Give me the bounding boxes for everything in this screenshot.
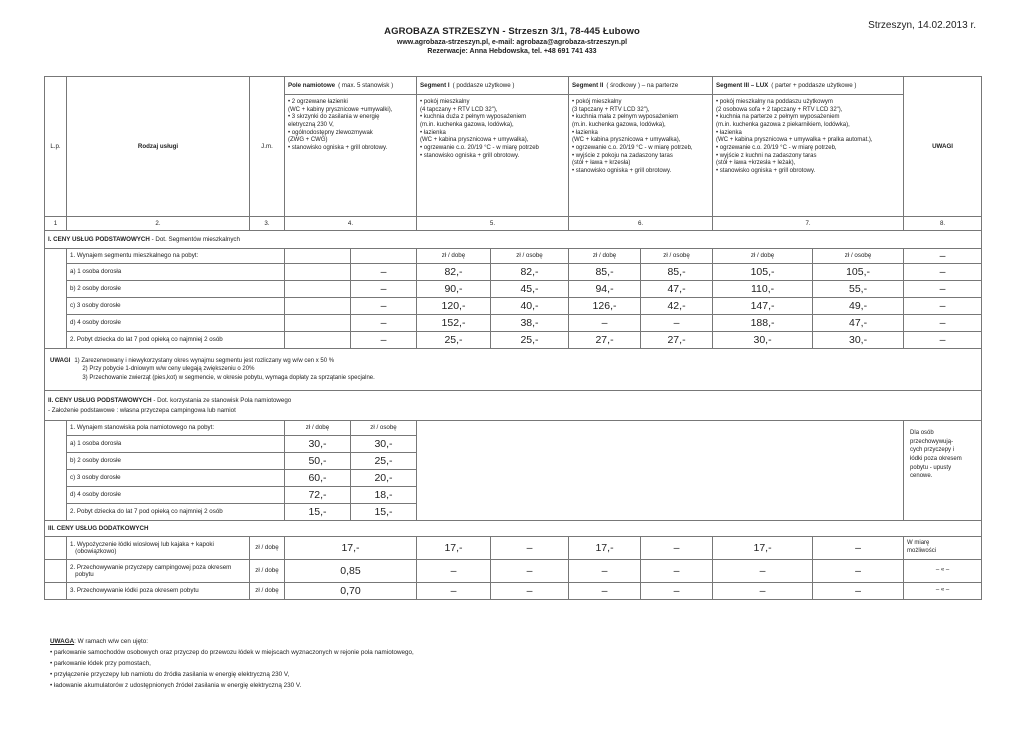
footer-line: • parkowanie samochodów osobowych oraz przyczep do przewozu łódek w miejscach wyznaczonych w rejonie pola namiotowego, (50, 649, 414, 657)
col-title: Pole namiotowe (288, 81, 336, 89)
column-number: 7. (713, 217, 904, 231)
unit-header: zł / osobę (491, 249, 569, 264)
price-per-day: 72,- (285, 487, 351, 504)
blank-cell (285, 315, 351, 332)
price-cell: – (569, 560, 641, 583)
unit-header: zł / osobę (641, 249, 713, 264)
service-label: d) 4 osoby dorosłe (67, 487, 285, 504)
text-line: • pokój mieszkalny (420, 99, 470, 105)
blank-cell (285, 281, 351, 298)
price-per-person: 25,- (351, 453, 417, 470)
label-line: 1. Wypożyczenie łódki wiosłowej lub kajaka + kapoki (70, 540, 214, 548)
service-label: a) 1 osoba dorosła (67, 436, 285, 453)
unit-header: zł / osobę (813, 249, 904, 264)
service-label: 2. Pobyt dziecka do lat 7 pod opieką co najmniej 2 osób (67, 504, 285, 521)
col-title: Segment III – LUX (716, 81, 769, 89)
col-subtitle: ( poddasze użytkowe ) (452, 81, 515, 89)
table-row (45, 315, 982, 332)
text-line: • ogólnodostępny zlewozmywak (288, 129, 373, 136)
price-per-day: 60,- (285, 470, 351, 487)
table-row (45, 560, 982, 583)
note-line: 2) Przy pobycie 1-dniowym w/w ceny ulegają zwiększeniu o 20% (82, 366, 255, 373)
text-line: • wyjście z kuchni na zadaszony taras (716, 152, 817, 159)
price-cell: 110,- (713, 281, 813, 298)
price-per-person: 30,- (351, 436, 417, 453)
col-subtitle: ( parter + poddasze użytkowe ) (771, 81, 857, 89)
col-subtitle: ( środkowy ) – na parterze (606, 81, 679, 89)
table-row (45, 249, 982, 264)
price-cell: 47,- (813, 315, 904, 332)
price-cell: 55,- (813, 281, 904, 298)
label-line: 3. Przechowywanie łódki poza okresem pobytu (70, 587, 199, 595)
service-label: 1. Wynajem segmentu mieszkalnego na pobyt: (67, 249, 285, 264)
price-cell: 17,- (417, 537, 491, 560)
text-line: (WC + kabiny prysznicowe +umywalki), (288, 106, 393, 113)
text-line: • kuchnia na parterze z pełnym wyposażeniem (716, 114, 840, 121)
text-line: • stanowisko ogniska + grill obrotowy. (288, 145, 388, 152)
document-date: Strzeszyn, 14.02.2013 r. (868, 20, 976, 31)
service-label: c) 3 osoby dorosłe (67, 470, 285, 487)
col-lp: L.p. (45, 77, 67, 217)
price-cell: 105,- (813, 264, 904, 281)
price-cell: 17,- (713, 537, 813, 560)
note-line: 3) Przechowanie zwierząt (pies,kot) w segmencie, w okresie pobytu, wymaga dopłaty za sprzątanie specjalne. (82, 374, 375, 381)
price-cell: 38,- (491, 315, 569, 332)
description-seg2 (569, 95, 713, 217)
remark-line: – « – (935, 567, 950, 574)
unit-header: zł / dobę (713, 249, 813, 264)
table-row (45, 264, 982, 281)
service-label: 2. Pobyt dziecka do lat 7 pod opieką co najmniej 2 osób (67, 332, 285, 349)
section-base: - Założenie podstawowe : własna przyczepa campingowa lub namiot (48, 406, 236, 414)
price-cell: 120,- (417, 298, 491, 315)
price-cell: – (417, 560, 491, 583)
remark-line: cenowe. (910, 473, 933, 480)
table-row (45, 521, 982, 537)
remark-line: pobytu - upusty (910, 464, 952, 471)
section-1-title (45, 231, 982, 249)
remark-line: przechowywują- (910, 438, 954, 445)
service-label (67, 583, 250, 600)
price-cell: 27,- (569, 332, 641, 349)
blank-cell (285, 332, 351, 349)
price-cell: – (417, 583, 491, 600)
col-remarks: UWAGI (904, 77, 982, 217)
description-seg3 (713, 95, 904, 217)
column-number: 1 (45, 217, 67, 231)
price-cell: 17,- (569, 537, 641, 560)
tent-price: – (351, 264, 417, 281)
text-line: • stanowisko ogniska + grill obrotowy. (716, 168, 816, 175)
price-cell: – (813, 583, 904, 600)
blank-cell (45, 560, 67, 583)
text-line: (stół + ława +krzesła + leżak), (716, 160, 796, 167)
price-cell: 126,- (569, 298, 641, 315)
table-row (45, 391, 982, 421)
footer-line: • przyłączenie przyczepy lub namiotu do źródła zasilania w energię elektryczną 230 V, (50, 671, 290, 679)
price-per-day: 15,- (285, 504, 351, 521)
text-line: (WC + kabina prysznicowa + umywalka + pralka automat.), (716, 137, 873, 144)
blank-cell (285, 264, 351, 281)
text-line: • 2 ogrzewane łazienki (288, 99, 348, 105)
table-row (45, 77, 982, 95)
table-row (45, 231, 982, 249)
blank-cell (45, 537, 67, 560)
tent-price: – (351, 298, 417, 315)
price-per-person: 20,- (351, 470, 417, 487)
unit-cell: zł / dobę (250, 560, 285, 583)
col-title: Segment I (420, 81, 450, 89)
text-line: • wyjście z pokoju na zadaszony taras (572, 152, 673, 159)
column-number: 3. (250, 217, 285, 231)
remark-cell: – (904, 332, 982, 349)
tent-price: – (351, 281, 417, 298)
price-cell: 85,- (569, 264, 641, 281)
remark-cell (904, 583, 982, 600)
price-cell: 27,- (641, 332, 713, 349)
service-label (67, 560, 250, 583)
tent-price: 0,85 (285, 560, 417, 583)
price-cell: 82,- (417, 264, 491, 281)
footer-label: UWAGA (50, 638, 75, 645)
table-row (45, 332, 982, 349)
price-cell: 188,- (713, 315, 813, 332)
blank-cell (45, 249, 67, 349)
remark-cell (904, 560, 982, 583)
blank-cell (285, 249, 351, 264)
text-line: eletryczną 230 V, (288, 122, 334, 129)
price-cell: 42,- (641, 298, 713, 315)
unit-header: zł / dobę (417, 249, 491, 264)
remark-line: – « – (935, 587, 950, 594)
footer-line: • ładowanie akumulatorów z udostępnionych źródeł zasilania w energię elektryczną 230 V. (50, 682, 302, 690)
price-cell: 152,- (417, 315, 491, 332)
description-seg1 (417, 95, 569, 217)
price-cell: – (641, 537, 713, 560)
text-line: • kuchnia duża z pełnym wyposażeniem (420, 114, 527, 121)
column-number: 4. (285, 217, 417, 231)
text-line: • łazienka (716, 129, 742, 136)
text-line: • kuchnia mała z pełnym wyposażeniem (572, 114, 679, 121)
company-title: AGROBAZA STRZESZYN - Strzeszn 3/1, 78-445 Łubowo (384, 26, 640, 37)
price-cell: 47,- (641, 281, 713, 298)
remark-line: W miarę (907, 540, 930, 547)
table-row (45, 537, 982, 560)
service-label: a) 1 osoba dorosła (67, 264, 285, 281)
price-per-person: 18,- (351, 487, 417, 504)
remark-cell (904, 537, 982, 560)
remark-cell: – (904, 264, 982, 281)
col-header-seg3 (713, 77, 904, 95)
remark-cell: – (904, 249, 982, 264)
col-header-tent (285, 77, 417, 95)
col-title: Segment II (572, 81, 604, 89)
price-cell: – (713, 583, 813, 600)
section-3-title: III. CENY USŁUG DODATKOWYCH (45, 521, 982, 537)
col-jm: J.m. (250, 77, 285, 217)
section-subtitle: - Dot. Segmentów mieszkalnych (149, 235, 240, 243)
text-line: • stanowisko ogniska + grill obrotowy. (420, 152, 520, 159)
remark-cell: – (904, 298, 982, 315)
text-line: (3 tapczany + RTV LCD 32"), (572, 106, 650, 113)
price-per-day: 30,- (285, 436, 351, 453)
tent-price: – (351, 332, 417, 349)
text-line: (2 osobowa sofa + 2 tapczany + RTV LCD 32"), (716, 106, 843, 113)
service-label: d) 4 osoby dorosłe (67, 315, 285, 332)
table-row (45, 298, 982, 315)
price-cell: – (491, 560, 569, 583)
unit-header: zł / dobę (569, 249, 641, 264)
section-2-remark (904, 421, 982, 521)
price-cell: 147,- (713, 298, 813, 315)
price-cell: – (491, 583, 569, 600)
price-cell: 25,- (417, 332, 491, 349)
blank-cell (45, 583, 67, 600)
service-label: b) 2 osoby dorosłe (67, 453, 285, 470)
note-line: 1) Zarezerwowany i niewykorzystany okres wynajmu segmentu jest rozliczany wg w/w cen x 50 % (74, 358, 335, 365)
tent-price: 17,- (285, 537, 417, 560)
price-cell: 30,- (713, 332, 813, 349)
blank-cell (285, 298, 351, 315)
price-cell: – (641, 315, 713, 332)
blank-block (417, 421, 904, 521)
price-cell: – (491, 537, 569, 560)
text-line: • łazienka (420, 129, 446, 136)
text-line: • pokój mieszkalny (572, 99, 622, 105)
price-cell: – (569, 315, 641, 332)
column-number: 6. (569, 217, 713, 231)
unit-header: zł / osobę (351, 421, 417, 436)
price-cell: 90,- (417, 281, 491, 298)
col-service: Rodzaj usługi (67, 77, 250, 217)
unit-cell: zł / dobę (250, 537, 285, 560)
label-line: (obowiązkowo) (70, 548, 117, 555)
text-line: (WC + kabina prysznicowa + umywalka), (572, 137, 681, 144)
tent-price: 0,70 (285, 583, 417, 600)
remark-line: możliwości (907, 548, 937, 554)
notes-list (74, 357, 374, 381)
remark-line: cych przyczepy i (910, 447, 955, 454)
text-line: (4 tapczany + RTV LCD 32"), (420, 106, 498, 113)
remark-line: Dla osób (910, 430, 934, 436)
tent-price: – (351, 315, 417, 332)
text-line: • ogrzewanie c.o. 20/19 °C - w miarę potrzeb (420, 145, 539, 152)
col-header-seg2 (569, 77, 713, 95)
table-row (45, 217, 982, 231)
remark-cell: – (904, 315, 982, 332)
price-cell: 25,- (491, 332, 569, 349)
section-1-notes (45, 349, 982, 391)
text-line: • pokój mieszkalny na poddaszu użytkowym (716, 99, 833, 105)
footer-notes (50, 636, 414, 691)
text-line: (ZWG + CWG) (288, 137, 328, 144)
col-subtitle: ( max. 5 stanowisk ) (338, 81, 394, 89)
service-label: 1. Wynajem stanowiska pola namiotowego na pobyt: (67, 421, 285, 436)
text-line: (stół + ława + krzesła) (572, 160, 631, 167)
section-title: II. CENY USŁUG PODSTAWOWYCH (48, 396, 152, 404)
table-row (45, 583, 982, 600)
column-number: 2. (67, 217, 250, 231)
price-cell: 105,- (713, 264, 813, 281)
price-cell: 82,- (491, 264, 569, 281)
column-number: 5. (417, 217, 569, 231)
notes-label: UWAGI (50, 358, 71, 365)
price-cell: – (641, 583, 713, 600)
reservation-line: Rezerwacje: Anna Hebdowska, tel. +48 691 741 433 (427, 48, 597, 55)
service-label: b) 2 osoby dorosłe (67, 281, 285, 298)
section-subtitle: - Dot. korzystania ze stanowisk Pola namiotowego (151, 396, 292, 404)
price-cell: – (813, 537, 904, 560)
price-cell: – (569, 583, 641, 600)
section-title: I. CENY USŁUG PODSTAWOWYCH (48, 235, 150, 243)
price-cell: 94,- (569, 281, 641, 298)
unit-cell: zł / dobę (250, 583, 285, 600)
text-line: • 3 skrzynki do zasilania w energię (288, 114, 380, 121)
footer-list (50, 647, 414, 691)
price-table (44, 76, 982, 600)
price-cell: – (813, 560, 904, 583)
blank-cell (45, 421, 67, 521)
price-cell: 45,- (491, 281, 569, 298)
label-line: pobytu (70, 571, 94, 578)
table-row (45, 421, 982, 436)
unit-header: zł / dobę (285, 421, 351, 436)
price-cell: 49,- (813, 298, 904, 315)
label-line: 2. Przechowywanie przyczepy campingowej poza okresem (70, 563, 232, 571)
text-line: • stanowisko ogniska + grill obrotowy. (572, 168, 672, 175)
col-header-seg1 (417, 77, 569, 95)
price-per-day: 50,- (285, 453, 351, 470)
footer-intro: : W ramach w/w cen ujęto: (74, 638, 148, 645)
remark-cell: – (904, 281, 982, 298)
price-cell: 85,- (641, 264, 713, 281)
price-cell: – (641, 560, 713, 583)
price-per-person: 15,- (351, 504, 417, 521)
text-line: (m.in. kuchenka gazowa, lodówka), (572, 122, 666, 129)
service-label (67, 537, 250, 560)
service-label: c) 3 osoby dorosłe (67, 298, 285, 315)
table-row (45, 281, 982, 298)
remark-line: łódki poza okresem (910, 456, 962, 463)
text-line: • ogrzewanie c.o. 20/19 °C - w miarę potrzeb, (572, 145, 693, 152)
text-line: • ogrzewanie c.o. 20/19 °C - w miarę potrzeb, (716, 145, 837, 152)
section-2-title (45, 391, 982, 421)
description-tent (285, 95, 417, 217)
text-line: • łazienka (572, 129, 598, 136)
price-cell: 40,- (491, 298, 569, 315)
text-line: (WC + kabina prysznicowa + umywalka), (420, 137, 529, 144)
price-cell: 30,- (813, 332, 904, 349)
footer-line: • parkowanie łódek przy pomostach, (50, 660, 151, 668)
price-cell: – (713, 560, 813, 583)
column-number: 8. (904, 217, 982, 231)
text-line: (m.in. kuchenka gazowa z piekarnikiem, lodówka), (716, 122, 850, 129)
contact-line: www.agrobaza-strzeszyn.pl, e-mail: agrobaza@agrobaza-strzeszyn.pl (396, 39, 628, 46)
text-line: (m.in. kuchenka gazowa, lodówka), (420, 122, 514, 129)
blank-cell (351, 249, 417, 264)
table-row (45, 349, 982, 391)
